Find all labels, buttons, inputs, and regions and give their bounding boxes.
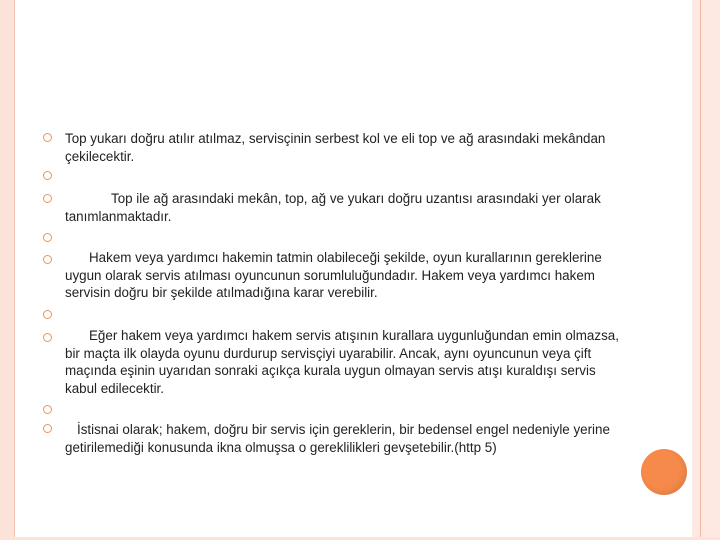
paragraph-ball-net-space: Top ile ağ arasındaki mekân, top, ağ ve yukarı doğru uzantısı arasındaki yer olarak tanımlanmaktadır. [65,191,605,224]
bullet-circle-icon [43,233,52,242]
bullet-circle-icon [43,171,52,180]
bullet-circle-icon [43,405,52,414]
paragraph-umpire-warning: Eğer hakem veya yardımcı hakem servis atışının kurallara uygunluğundan emin olmazsa, bir maçta ilk olayda oyunu durdurup servisçiyi uyarabilir. Ancak, aynı oyuncunun veya çift maçında eşinin uyarıdan sonraki açıkça kurala uygun olmayan servis atışı kuraldışı servis kabul edilecektir. [65,328,623,396]
paragraph-server-responsibility: Hakem veya yardımcı hakemin tatmin olabileceği şekilde, oyun kurallarının gereklerine uygun olarak servis atılması oyuncunun sorumluluğundadır. Hakem veya yardımcı hakem servisin doğru bir şekilde atılmadığına karar verebilir. [65,250,606,301]
paragraph-serve-free-arm: Top yukarı doğru atılır atılmaz, servisçinin serbest kol ve eli top ve ağ arasındaki mekândan çekilecektir. [65,131,610,164]
bullet-circle-icon [43,194,52,203]
slide-frame-right [692,0,720,540]
bullet-circle-icon [43,424,52,433]
slide-frame-left-rule [14,0,15,540]
bullet-circle-icon [43,255,52,264]
bullet-circle-icon [43,133,52,142]
slide-frame-right-rule [700,0,701,540]
decorative-circle [641,449,687,495]
bullet-circle-icon [43,333,52,342]
slide-frame-left [0,0,14,540]
bullet-circle-icon [43,310,52,319]
paragraph-disability-exception: İstisnai olarak; hakem, doğru bir servis için gereklerin, bir bedensel engel nedeniyle yerine getirilemediği konusunda ikna olmuşsa o gereklilikleri gevşetebilir.(http 5) [65,422,614,455]
